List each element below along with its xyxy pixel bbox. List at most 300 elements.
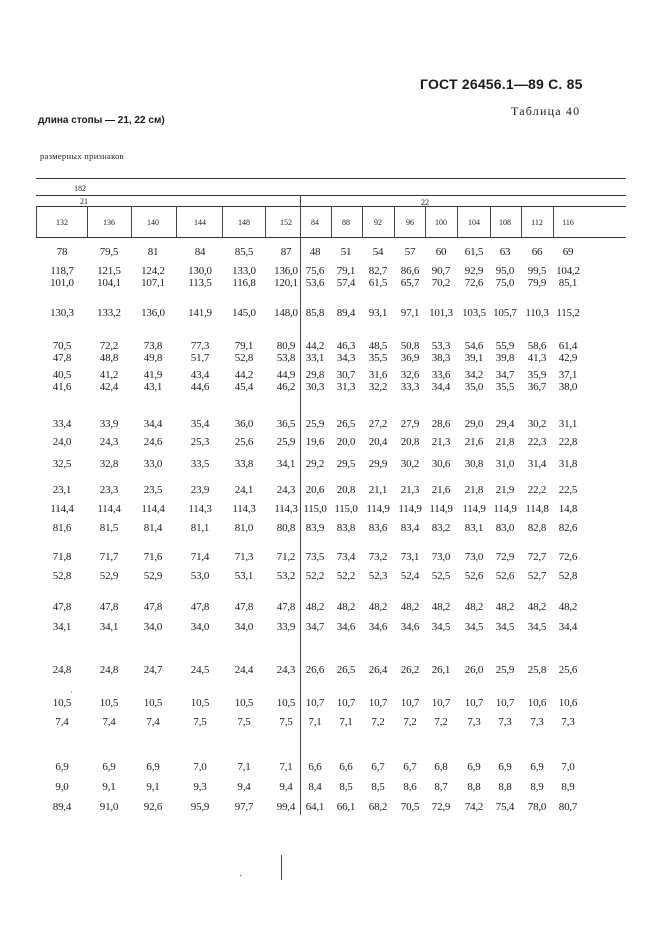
table-cell: 101,3 [429, 307, 453, 319]
table-cell: 35,4 [190, 418, 210, 430]
table-cell: 31,8 [558, 458, 578, 470]
table-cell: 47,8 [143, 601, 163, 613]
table-cell: 34,3 [336, 352, 356, 364]
table-cell: 52,2 [305, 570, 325, 582]
table-cell: 36,5 [276, 418, 296, 430]
table-cell: 24,5 [190, 664, 210, 676]
table-cell: 7,4 [146, 716, 160, 728]
table-cell: 114,4 [50, 503, 74, 515]
table-cell: 34,6 [368, 621, 388, 633]
table-cell: 80,7 [558, 801, 578, 813]
table-cell: 114,9 [462, 503, 486, 515]
table-cell: 40,5 [52, 369, 72, 381]
table-cell: 24,8 [52, 664, 72, 676]
foot-group-label-21: 21 [80, 197, 88, 206]
table-cell: 81,0 [234, 522, 254, 534]
table-cell: 34,6 [400, 621, 420, 633]
column-header: 96 [406, 218, 414, 227]
table-cell: 21,8 [464, 484, 484, 496]
table-cell: 71,3 [234, 551, 254, 563]
table-cell: 81 [147, 246, 159, 258]
table-cell: 32,5 [52, 458, 72, 470]
column-divider [222, 206, 223, 237]
table-cell: 28,6 [431, 418, 451, 430]
table-cell: 70,5 [52, 340, 72, 352]
table-cell: 33,0 [143, 458, 163, 470]
column-divider [36, 206, 37, 237]
table-cell: 7,1 [279, 761, 293, 773]
table-cell: 33,9 [276, 621, 296, 633]
table-cell: 22,3 [527, 436, 547, 448]
column-header: 100 [435, 218, 447, 227]
table-cell: 6,8 [434, 761, 448, 773]
table-cell: 7,5 [193, 716, 207, 728]
table-cell: 79,9 [527, 277, 547, 289]
table-cell: 10,7 [400, 697, 420, 709]
table-cell: 97,1 [400, 307, 420, 319]
table-cell: 47,8 [52, 352, 72, 364]
table-cell: 46,3 [336, 340, 356, 352]
table-cell: 52,6 [495, 570, 515, 582]
table-cell: 60 [435, 246, 447, 258]
table-cell: 29,8 [305, 369, 325, 381]
table-cell: 31,3 [336, 381, 356, 393]
header-rule-top [36, 178, 626, 179]
table-cell: 38,3 [431, 352, 451, 364]
table-cell: 48,2 [495, 601, 515, 613]
table-cell: 114,3 [188, 503, 212, 515]
table-cell: 33,5 [190, 458, 210, 470]
table-cell: 136,0 [141, 307, 165, 319]
table-cell: 6,9 [530, 761, 544, 773]
table-cell: 115,2 [556, 307, 580, 319]
table-cell: 81,4 [143, 522, 163, 534]
table-cell: 52,6 [464, 570, 484, 582]
table-cell: 23,5 [143, 484, 163, 496]
table-cell: 45,4 [234, 381, 254, 393]
table-cell: 33,9 [99, 418, 119, 430]
table-cell: 42,4 [99, 381, 119, 393]
table-cell: 78 [56, 246, 68, 258]
table-cell: 48 [309, 246, 321, 258]
table-cell: 34,5 [431, 621, 451, 633]
column-header: 104 [468, 218, 480, 227]
table-cell: 37,1 [558, 369, 578, 381]
table-cell: 90,7 [431, 265, 451, 277]
table-cell: 83,8 [336, 522, 356, 534]
table-cell: 48,2 [400, 601, 420, 613]
table-cell: 73,5 [305, 551, 325, 563]
table-cell: 84 [194, 246, 206, 258]
table-cell: 124,2 [141, 265, 165, 277]
table-cell: 80,8 [276, 522, 296, 534]
table-cell: 61,4 [558, 340, 578, 352]
table-cell: 6,7 [371, 761, 385, 773]
table-cell: 115,0 [303, 503, 327, 515]
table-cell: 24,8 [99, 664, 119, 676]
column-header: 88 [342, 218, 350, 227]
table-cell: 121,5 [97, 265, 121, 277]
table-cell: 6,6 [308, 761, 322, 773]
table-cell: 58,6 [527, 340, 547, 352]
table-cell: 24,1 [234, 484, 254, 496]
table-cell: 114,9 [398, 503, 422, 515]
table-cell: 93,1 [368, 307, 388, 319]
table-cell: 92,9 [464, 265, 484, 277]
table-cell: 81,1 [190, 522, 210, 534]
table-cell: 7,5 [237, 716, 251, 728]
table-cell: 54,6 [464, 340, 484, 352]
column-header: 132 [56, 218, 68, 227]
table-cell: 82,8 [527, 522, 547, 534]
table-cell: 133,2 [97, 307, 121, 319]
table-cell: 8,6 [403, 781, 417, 793]
table-cell: 25,9 [276, 436, 296, 448]
table-cell: 72,6 [464, 277, 484, 289]
header-rule-bottom [36, 237, 626, 238]
table-cell: 10,5 [99, 697, 119, 709]
column-header: 92 [374, 218, 382, 227]
table-cell: 75,4 [495, 801, 515, 813]
table-cell: 34,5 [495, 621, 515, 633]
page-header: ГОСТ 26456.1—89 С. 85 [420, 76, 583, 92]
table-cell: 34,5 [527, 621, 547, 633]
table-cell: 8,9 [530, 781, 544, 793]
table-cell: 44,2 [305, 340, 325, 352]
table-cell: 27,2 [368, 418, 388, 430]
table-cell: 39,1 [464, 352, 484, 364]
table-cell: 57 [404, 246, 416, 258]
table-cell: 47,8 [190, 601, 210, 613]
table-cell: 22,8 [558, 436, 578, 448]
table-cell: 78,0 [527, 801, 547, 813]
table-cell: 25,6 [558, 664, 578, 676]
stray-mark: · [70, 688, 73, 697]
table-cell: 31,6 [368, 369, 388, 381]
table-cell: 83,1 [464, 522, 484, 534]
table-cell: 85,5 [234, 246, 254, 258]
table-cell: 104,2 [556, 265, 580, 277]
table-number-label: Таблица 40 [511, 104, 581, 118]
table-cell: 145,0 [232, 307, 256, 319]
table-cell: 26,5 [336, 418, 356, 430]
table-cell: 35,5 [495, 381, 515, 393]
table-cell: 73,2 [368, 551, 388, 563]
table-cell: 87 [280, 246, 292, 258]
table-cell: 51 [340, 246, 352, 258]
column-divider [281, 855, 282, 880]
table-cell: 110,3 [525, 307, 549, 319]
table-cell: 41,6 [52, 381, 72, 393]
table-cell: 86,6 [400, 265, 420, 277]
table-subtitle: длина стопы — 21, 22 см) [38, 115, 165, 126]
table-cell: 10,7 [336, 697, 356, 709]
table-cell: 72,9 [495, 551, 515, 563]
table-cell: 53,1 [234, 570, 254, 582]
table-cell: 42,9 [558, 352, 578, 364]
table-cell: 66,1 [336, 801, 356, 813]
table-cell: 114,4 [97, 503, 121, 515]
table-cell: 53,0 [190, 570, 210, 582]
table-cell: 83,9 [305, 522, 325, 534]
column-header: 116 [562, 218, 574, 227]
table-cell: 34,4 [558, 621, 578, 633]
table-cell: 29,2 [305, 458, 325, 470]
table-cell: 52,8 [558, 570, 578, 582]
table-cell: 136,0 [274, 265, 298, 277]
table-cell: 30,2 [400, 458, 420, 470]
table-cell: 10,5 [234, 697, 254, 709]
table-cell: 85,1 [558, 277, 578, 289]
table-cell: 8,9 [561, 781, 575, 793]
table-cell: 34,6 [336, 621, 356, 633]
table-cell: 31,1 [558, 418, 578, 430]
table-cell: 95,0 [495, 265, 515, 277]
table-cell: 114,3 [274, 503, 298, 515]
table-cell: 73,1 [400, 551, 420, 563]
table-cell: 72,2 [99, 340, 119, 352]
table-cell: 52,2 [336, 570, 356, 582]
table-cell: 48,2 [368, 601, 388, 613]
table-cell: 20,6 [305, 484, 325, 496]
table-cell: 79,5 [99, 246, 119, 258]
table-cell: 73,0 [431, 551, 451, 563]
table-cell: 91,0 [99, 801, 119, 813]
table-cell: 30,8 [464, 458, 484, 470]
table-cell: 82,7 [368, 265, 388, 277]
table-cell: 52,7 [527, 570, 547, 582]
column-header: 84 [311, 218, 319, 227]
table-cell: 9,3 [193, 781, 207, 793]
table-cell: 9,0 [55, 781, 69, 793]
table-cell: 105,7 [493, 307, 517, 319]
table-cell: 26,4 [368, 664, 388, 676]
table-cell: 107,1 [141, 277, 165, 289]
table-cell: 75,0 [495, 277, 515, 289]
table-cell: 30,2 [527, 418, 547, 430]
table-cell: 6,9 [55, 761, 69, 773]
table-cell: 72,9 [431, 801, 451, 813]
table-cell: 14,8 [558, 503, 578, 515]
header-rule-2 [36, 195, 626, 196]
table-cell: 34,5 [464, 621, 484, 633]
table-cell: 80,9 [276, 340, 296, 352]
table-cell: 33,8 [234, 458, 254, 470]
table-cell: 48,5 [368, 340, 388, 352]
table-cell: 21,1 [368, 484, 388, 496]
table-cell: 34,1 [276, 458, 296, 470]
table-cell: 7,1 [237, 761, 251, 773]
table-cell: 32,2 [368, 381, 388, 393]
table-cell: 101,0 [50, 277, 74, 289]
table-cell: 25,9 [305, 418, 325, 430]
table-cell: 50,8 [400, 340, 420, 352]
table-cell: 52,3 [368, 570, 388, 582]
table-cell: 114,9 [493, 503, 517, 515]
table-cell: 26,5 [336, 664, 356, 676]
table-cell: 7,1 [339, 716, 353, 728]
table-cell: 34,7 [305, 621, 325, 633]
table-cell: 25,8 [527, 664, 547, 676]
table-cell: 70,2 [431, 277, 451, 289]
table-cell: 24,0 [52, 436, 72, 448]
height-group-label: 182 [74, 184, 86, 193]
table-cell: 77,3 [190, 340, 210, 352]
table-cell: 71,6 [143, 551, 163, 563]
table-cell: 38,0 [558, 381, 578, 393]
table-cell: 7,2 [371, 716, 385, 728]
table-cell: 20,0 [336, 436, 356, 448]
table-cell: 71,4 [190, 551, 210, 563]
table-cell: 8,5 [339, 781, 353, 793]
table-cell: 9,4 [237, 781, 251, 793]
table-cell: 48,2 [558, 601, 578, 613]
column-header: 112 [531, 218, 543, 227]
table-cell: 54 [372, 246, 384, 258]
table-cell: 95,9 [190, 801, 210, 813]
table-cell: 21,8 [495, 436, 515, 448]
table-cell: 41,3 [527, 352, 547, 364]
table-cell: 29,0 [464, 418, 484, 430]
table-cell: 24,7 [143, 664, 163, 676]
column-header: 136 [103, 218, 115, 227]
table-cell: 75,6 [305, 265, 325, 277]
table-cell: 35,0 [464, 381, 484, 393]
table-cell: 19,6 [305, 436, 325, 448]
table-cell: 29,9 [368, 458, 388, 470]
table-cell: 130,3 [50, 307, 74, 319]
table-cell: 57,4 [336, 277, 356, 289]
table-cell: 47,8 [99, 601, 119, 613]
table-cell: 8,7 [434, 781, 448, 793]
table-cell: 8,8 [498, 781, 512, 793]
table-cell: 71,7 [99, 551, 119, 563]
table-cell: 71,8 [52, 551, 72, 563]
table-cell: 23,1 [52, 484, 72, 496]
table-cell: 30,7 [336, 369, 356, 381]
column-header: 148 [238, 218, 250, 227]
table-cell: 114,9 [366, 503, 390, 515]
table-cell: 48,2 [431, 601, 451, 613]
table-cell: 72,6 [558, 551, 578, 563]
table-cell: 48,8 [99, 352, 119, 364]
table-cell: 6,9 [146, 761, 160, 773]
table-cell: 21,3 [400, 484, 420, 496]
table-cell: 24,3 [276, 664, 296, 676]
table-cell: 32,8 [99, 458, 119, 470]
table-cell: 41,2 [99, 369, 119, 381]
table-cell: 99,5 [527, 265, 547, 277]
table-cell: 61,5 [464, 246, 484, 258]
table-cell: 83,6 [368, 522, 388, 534]
table-cell: 34,4 [431, 381, 451, 393]
table-cell: 6,9 [102, 761, 116, 773]
table-cell: 39,8 [495, 352, 515, 364]
table-cell: 7,3 [530, 716, 544, 728]
table-cell: 30,3 [305, 381, 325, 393]
table-cell: 36,0 [234, 418, 254, 430]
table-cell: 114,8 [525, 503, 549, 515]
table-cell: 133,0 [232, 265, 256, 277]
table-cell: 52,5 [431, 570, 451, 582]
table-cell: 10,7 [495, 697, 515, 709]
dimension-label: размерных признаков [40, 151, 124, 161]
table-cell: 55,9 [495, 340, 515, 352]
table-cell: 81,6 [52, 522, 72, 534]
column-divider [176, 206, 177, 237]
table-cell: 92,6 [143, 801, 163, 813]
foot-group-label-22: 22 [421, 198, 429, 207]
table-cell: 64,1 [305, 801, 325, 813]
table-cell: 52,8 [234, 352, 254, 364]
table-cell: 53,3 [431, 340, 451, 352]
table-cell: 68,2 [368, 801, 388, 813]
table-cell: 7,3 [498, 716, 512, 728]
table-cell: 7,5 [279, 716, 293, 728]
table-cell: 63 [499, 246, 511, 258]
table-cell: 53,2 [276, 570, 296, 582]
table-cell: 34,0 [143, 621, 163, 633]
table-cell: 25,3 [190, 436, 210, 448]
column-header: 144 [194, 218, 206, 227]
table-cell: 10,5 [190, 697, 210, 709]
table-cell: 6,9 [467, 761, 481, 773]
table-cell: 72,7 [527, 551, 547, 563]
column-header: 140 [147, 218, 159, 227]
table-cell: 25,9 [495, 664, 515, 676]
table-cell: 65,7 [400, 277, 420, 289]
table-cell: 29,5 [336, 458, 356, 470]
table-cell: 66 [531, 246, 543, 258]
table-cell: 33,1 [305, 352, 325, 364]
table-cell: 10,7 [368, 697, 388, 709]
column-header: 108 [499, 218, 511, 227]
table-cell: 6,9 [498, 761, 512, 773]
table-cell: 52,9 [143, 570, 163, 582]
table-cell: 34,1 [52, 621, 72, 633]
table-cell: 148,0 [274, 307, 298, 319]
table-cell: 21,6 [464, 436, 484, 448]
table-cell: 30,6 [431, 458, 451, 470]
table-cell: 6,7 [403, 761, 417, 773]
table-cell: 10,7 [305, 697, 325, 709]
table-cell: 7,4 [102, 716, 116, 728]
table-cell: 70,5 [400, 801, 420, 813]
table-cell: 21,6 [431, 484, 451, 496]
table-cell: 141,9 [188, 307, 212, 319]
table-cell: 24,3 [99, 436, 119, 448]
table-cell: 116,8 [232, 277, 256, 289]
table-cell: 34,1 [99, 621, 119, 633]
table-cell: 73,8 [143, 340, 163, 352]
table-cell: 48,2 [305, 601, 325, 613]
column-divider [87, 206, 88, 237]
table-cell: 7,3 [561, 716, 575, 728]
table-cell: 33,3 [400, 381, 420, 393]
table-cell: 7,2 [434, 716, 448, 728]
table-cell: 118,7 [50, 265, 74, 277]
table-cell: 53,6 [305, 277, 325, 289]
table-cell: 33,6 [431, 369, 451, 381]
table-cell: 103,5 [462, 307, 486, 319]
table-cell: 31,4 [527, 458, 547, 470]
table-cell: 82,6 [558, 522, 578, 534]
table-cell: 47,8 [276, 601, 296, 613]
table-cell: 97,7 [234, 801, 254, 813]
table-cell: 24,3 [276, 484, 296, 496]
table-cell: 10,6 [527, 697, 547, 709]
table-cell: 8,8 [467, 781, 481, 793]
